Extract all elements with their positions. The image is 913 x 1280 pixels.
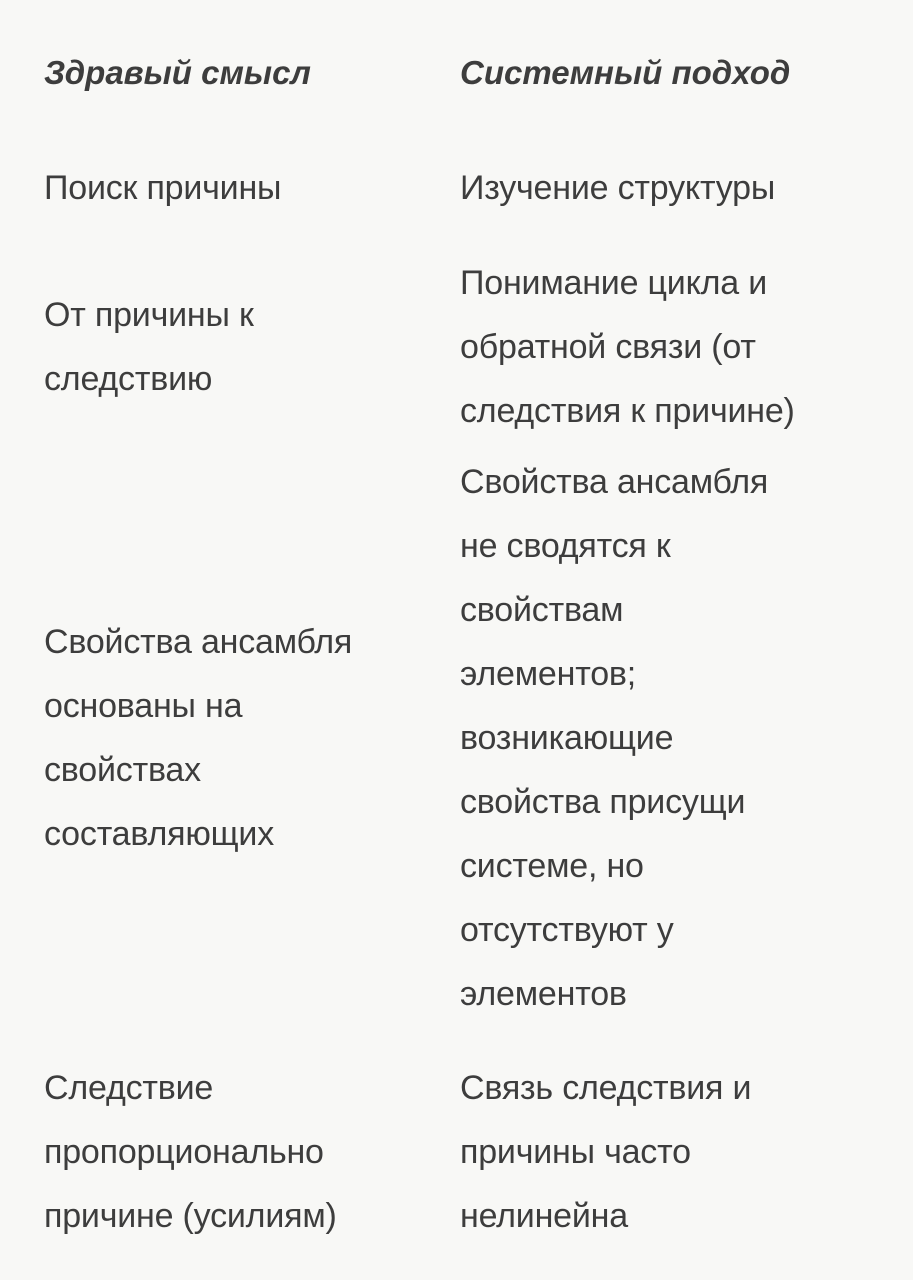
row-2-left-cell (44, 283, 424, 411)
cell-line: пропорционально (44, 1133, 324, 1171)
cell-line: свойствам (460, 591, 624, 629)
cell-line: Поиск причины (44, 169, 282, 207)
row-1-right-cell (460, 156, 880, 220)
cell-line: Изучение структуры (460, 169, 776, 207)
table-header (0, 48, 913, 98)
cell-line: Следствие (44, 1069, 214, 1107)
row-2-right-cell (460, 251, 880, 443)
cell-line: причины часто (460, 1133, 691, 1171)
cell-line: элементов (460, 975, 627, 1013)
cell-line: следствия к причине) (460, 392, 795, 430)
table-row (0, 251, 913, 443)
cell-line: не сводятся к (460, 527, 671, 565)
cell-line: элементов; (460, 655, 637, 693)
row-3-left-cell (44, 610, 424, 866)
cell-line: следствию (44, 360, 213, 398)
cell-line: От причины к (44, 296, 254, 334)
cell-line: основаны на (44, 687, 243, 725)
cell-line: причине (усилиям) (44, 1197, 337, 1235)
cell-line: свойствах (44, 751, 201, 789)
table-row (0, 1056, 913, 1248)
table-row (0, 450, 913, 1026)
cell-line: Связь следствия и (460, 1069, 752, 1107)
row-4-right-cell (460, 1056, 880, 1248)
cell-line: нелинейна (460, 1197, 628, 1235)
header-systems-approach: Системный подход (460, 54, 791, 91)
table-row (0, 156, 913, 220)
cell-line: Свойства ансамбля (44, 623, 353, 661)
cell-line: отсутствуют у (460, 911, 674, 949)
cell-line: системе, но (460, 847, 644, 885)
row-3-right-cell (460, 450, 880, 1026)
cell-line: составляющих (44, 815, 274, 853)
row-4-left-cell (44, 1056, 424, 1248)
cell-line: Понимание цикла и (460, 264, 768, 302)
row-1-left-cell (44, 156, 424, 220)
cell-line: Свойства ансамбля (460, 463, 769, 501)
cell-line: возникающие (460, 719, 674, 757)
cell-line: обратной связи (от (460, 328, 756, 366)
header-common-sense: Здравый смысл (44, 54, 311, 91)
cell-line: свойства присущи (460, 783, 746, 821)
